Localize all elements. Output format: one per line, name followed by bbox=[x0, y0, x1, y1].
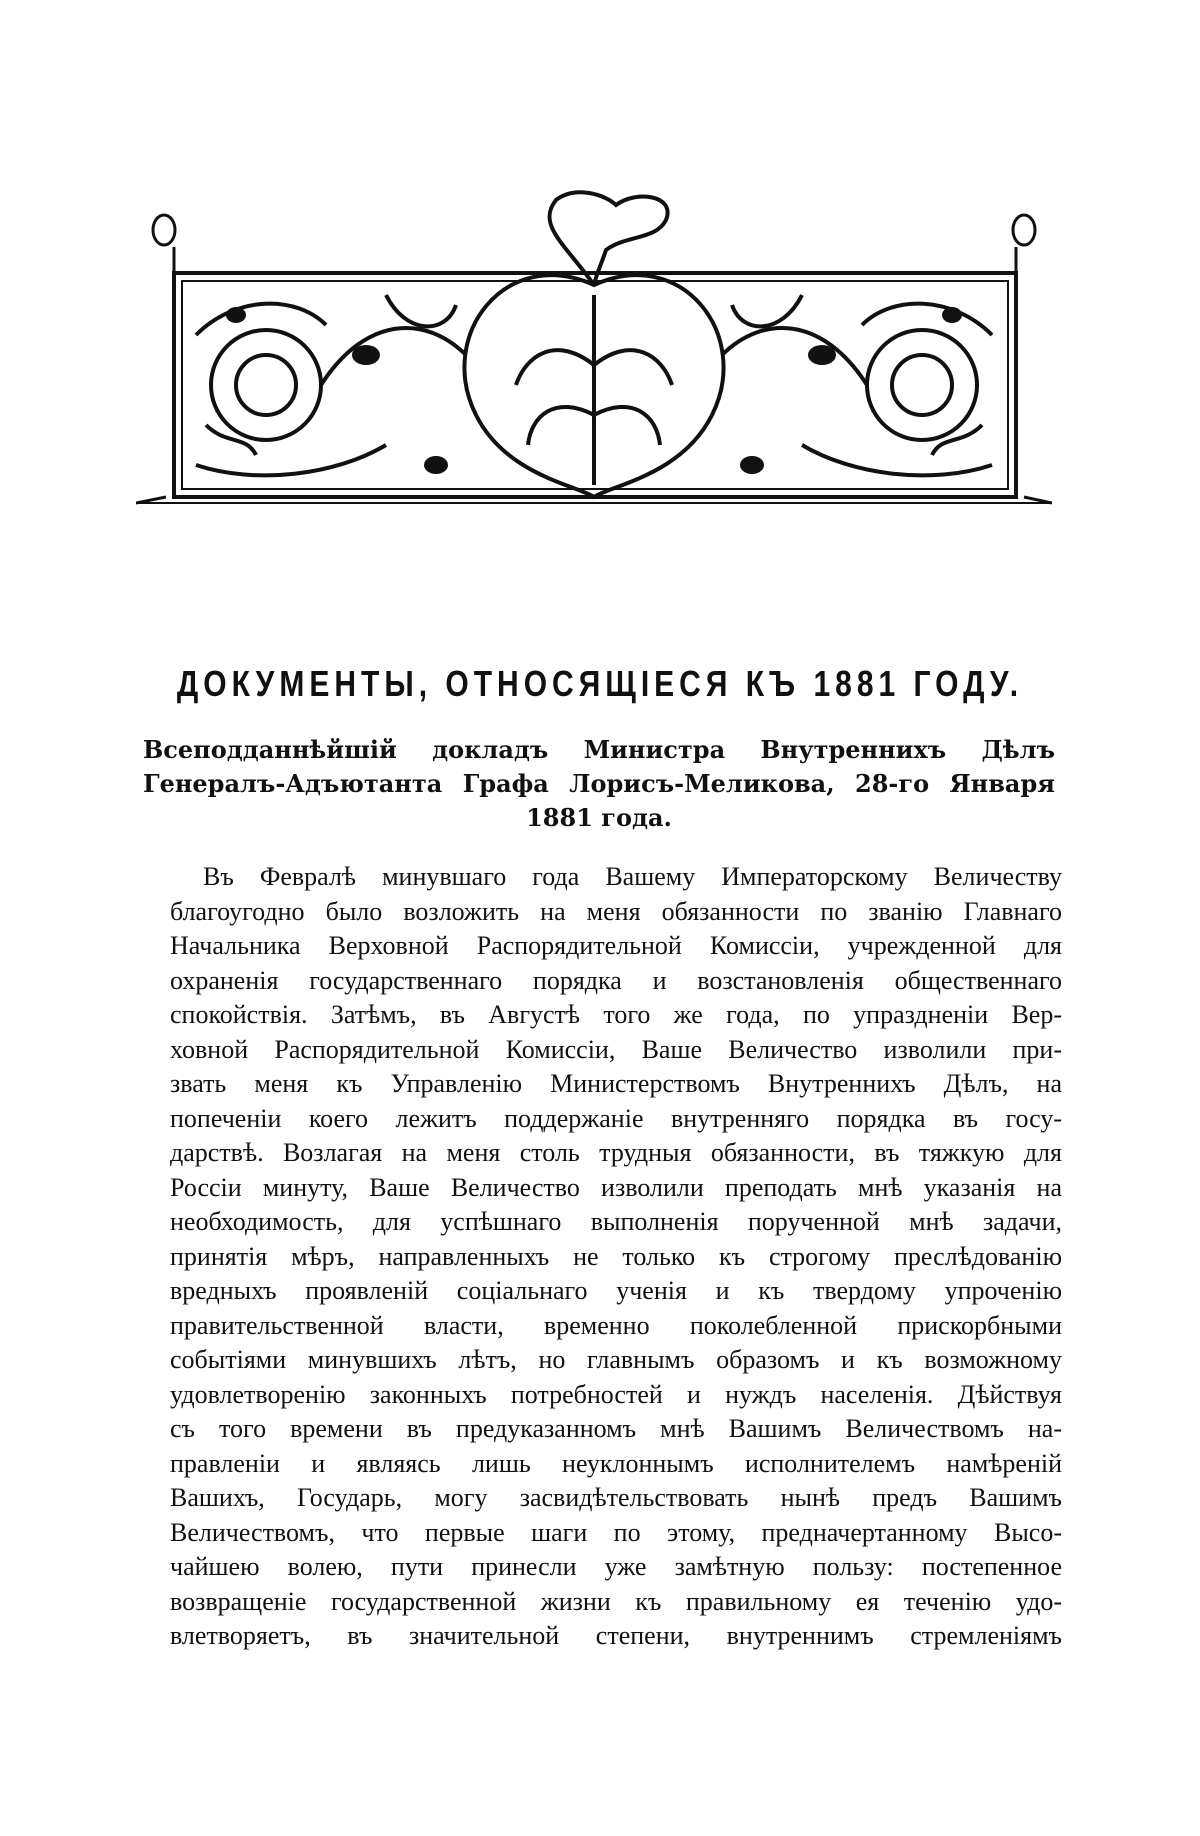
body-text-line: благоугодно было возложить на меня обязанности по званiю Главнаго bbox=[170, 896, 1062, 926]
decorative-headpiece-ornament bbox=[136, 185, 1052, 543]
body-text-line: звать меня къ Управленiю Министерствомъ Внутреннихъ Дѣлъ, на bbox=[170, 1069, 1062, 1098]
subtitle-line: Генералъ-Адъютанта Графа Лорисъ-Меликова, 28-го Января bbox=[143, 769, 1055, 798]
body-text-line: попеченiи коего лежитъ поддержанiе внутренняго порядка въ госу- bbox=[170, 1103, 1062, 1133]
body-text-line: необходимость, для успѣшнаго выполненiя порученной мнѣ задачи, bbox=[170, 1207, 1062, 1236]
body-text-line: чайшею волею, пути принесли уже замѣтную пользу: постепенное bbox=[170, 1552, 1062, 1581]
body-text-line: Начальника Верховной Распорядительной Комиссiи, учрежденной для bbox=[170, 931, 1062, 960]
body-text-line: спокойствiя. Затѣмъ, въ Августѣ того же года, по упраздненiи Вер- bbox=[170, 1000, 1062, 1029]
body-text-line: принятiя мѣръ, направленныхъ не только къ строгому преслѣдованiю bbox=[170, 1241, 1062, 1271]
body-text-line: ховной Распорядительной Комиссiи, Ваше Величество изволили при- bbox=[170, 1034, 1062, 1064]
body-text-line: правительственной власти, временно поколебленной прискорбными bbox=[170, 1310, 1062, 1340]
subtitle-line: Всеподданнѣйшiй докладъ Министра Внутреннихъ Дѣлъ bbox=[143, 735, 1055, 764]
body-text-line: охраненiя государственнаго порядка и возстановленiя общественнаго bbox=[170, 965, 1062, 995]
body-text-line: дарствѣ. Возлагая на меня столь трудныя обязанности, въ тяжкую для bbox=[170, 1138, 1062, 1167]
body-text-line: вредныхъ проявленiй соцiальнаго ученiя и къ твердому упроченiю bbox=[170, 1276, 1062, 1305]
body-text-line: Россiи минуту, Ваше Величество изволили преподать мнѣ указанiя на bbox=[170, 1172, 1062, 1202]
body-text-line: влетворяетъ, въ значительной степени, внутреннимъ стремленiямъ bbox=[170, 1621, 1062, 1650]
body-text-line: Величествомъ, что первые шаги по этому, предначертанному Высо- bbox=[170, 1517, 1062, 1547]
body-text-line: удовлетворенiю законныхъ потребностей и нуждъ населенiя. Дѣйствуя bbox=[170, 1379, 1062, 1409]
body-text-line: Вашихъ, Государь, могу засвидѣтельствовать нынѣ предъ Вашимъ bbox=[170, 1483, 1062, 1512]
report-body-text bbox=[170, 860, 1062, 1654]
body-text-line: возвращенiе государственной жизни къ правильному ея теченiю удо- bbox=[170, 1586, 1062, 1616]
body-text-line: правленiи и являясь лишь неуклоннымъ исполнителемъ намѣренiй bbox=[170, 1448, 1062, 1478]
body-text-line: Въ Февралѣ минувшаго года Вашему Императорскому Величеству bbox=[203, 862, 1062, 891]
document-heading: ДОКУМЕНТЫ, ОТНОСЯЩIЕСЯ КЪ 1881 ГОДУ. bbox=[176, 664, 1024, 705]
subtitle-line: 1881 года. bbox=[526, 803, 672, 832]
body-text-line: событiями минувшихъ лѣтъ, но главнымъ образомъ и къ возможному bbox=[170, 1345, 1062, 1374]
report-subtitle bbox=[143, 733, 1055, 835]
body-text-line: съ того времени въ предуказанномъ мнѣ Вашимъ Величествомъ на- bbox=[170, 1414, 1062, 1443]
